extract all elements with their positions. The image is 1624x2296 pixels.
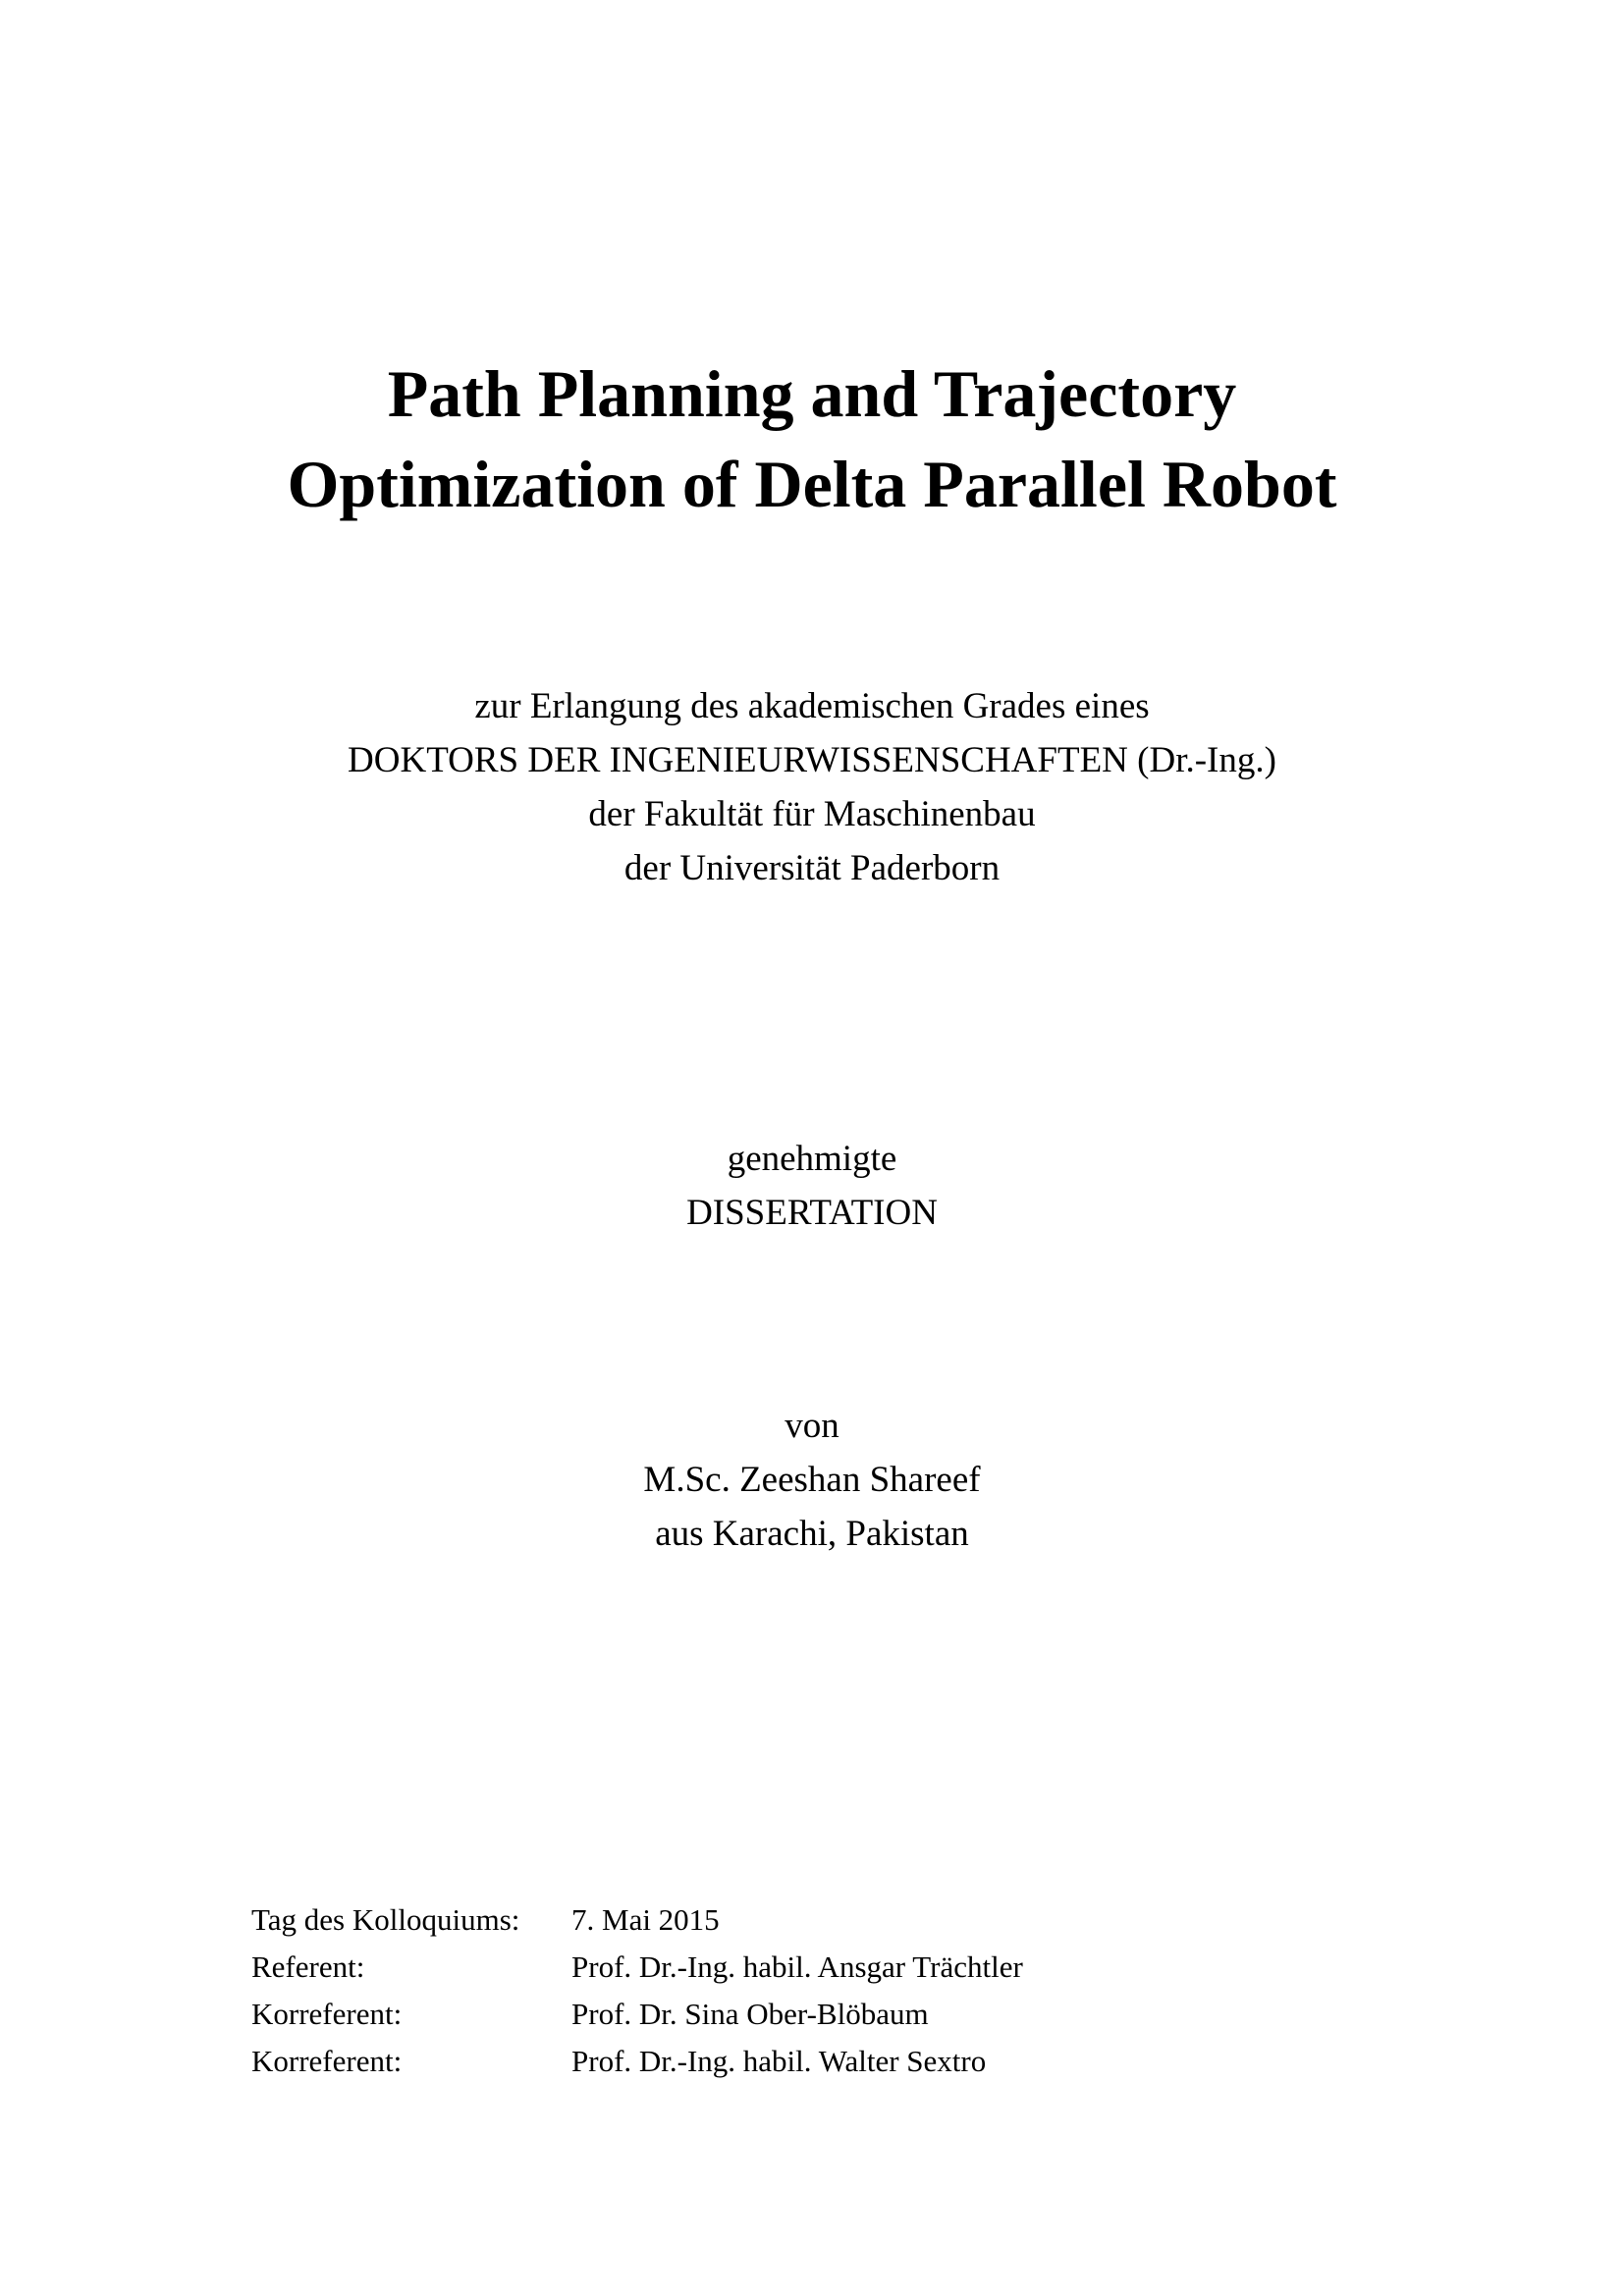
committee-role: Referent: <box>251 1949 365 1984</box>
committee-value: 7. Mai 2015 <box>571 1902 720 1937</box>
committee-row-colloquium <box>251 1896 1023 1944</box>
committee-row-korreferent-1 <box>251 1991 1023 2038</box>
degree-line-3: der Fakultät für Maschinenbau <box>588 794 1036 834</box>
author-preposition: von <box>785 1406 839 1446</box>
committee-value: Prof. Dr. Sina Ober-Blöbaum <box>571 1997 929 2031</box>
degree-line-1: zur Erlangung des akademischen Grades eines <box>474 686 1150 726</box>
author-origin: aus Karachi, Pakistan <box>655 1514 969 1554</box>
committee-role: Tag des Kolloquiums: <box>251 1902 520 1937</box>
dissertation-line-2: DISSERTATION <box>686 1193 938 1233</box>
degree-line-4: der Universität Paderborn <box>623 848 1001 888</box>
committee-role: Korreferent: <box>251 2044 403 2078</box>
author-name: M.Sc. Zeeshan Shareef <box>643 1460 981 1500</box>
thesis-title <box>0 348 1624 529</box>
dissertation-line-1: genehmigte <box>727 1139 897 1179</box>
degree-statement <box>0 679 1624 895</box>
committee-value: Prof. Dr.-Ing. habil. Ansgar Trächtler <box>571 1949 1023 1984</box>
committee-table <box>251 1896 1023 2085</box>
committee-value: Prof. Dr.-Ing. habil. Walter Sextro <box>571 2044 987 2078</box>
thesis-title-line-2: Optimization of Delta Parallel Robot <box>287 447 1337 521</box>
committee-role: Korreferent: <box>251 1997 403 2031</box>
author-block <box>0 1399 1624 1561</box>
committee-row-referent <box>251 1944 1023 1991</box>
degree-line-2: DOKTORS DER INGENIEURWISSENSCHAFTEN (Dr.-Ing.) <box>348 740 1276 780</box>
dissertation-label <box>0 1132 1624 1240</box>
committee-row-korreferent-2 <box>251 2038 1023 2085</box>
thesis-title-line-1: Path Planning and Trajectory <box>387 356 1237 431</box>
